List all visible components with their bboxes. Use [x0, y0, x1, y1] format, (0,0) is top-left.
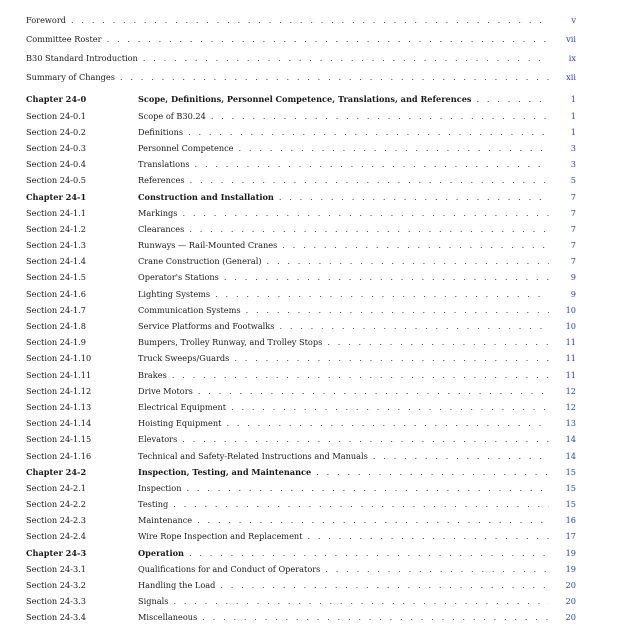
- toc-entry-foreword[interactable]: [26, 15, 576, 31]
- section-number: Section 24-2.4: [26, 531, 86, 542]
- table-of-contents: [26, 15, 576, 629]
- toc-chapter-row[interactable]: [26, 548, 576, 564]
- dot-leader: [239, 143, 549, 153]
- section-title: Brakes: [138, 369, 167, 380]
- dot-leader: [224, 272, 549, 282]
- section-title: Clearances: [138, 223, 185, 234]
- section-number: Section 24-3.2: [26, 580, 86, 591]
- toc-page-link[interactable]: 9: [570, 272, 576, 283]
- toc-page-link[interactable]: 20: [565, 596, 576, 607]
- section-title: Definitions: [138, 126, 184, 137]
- toc-page-link[interactable]: 1: [570, 94, 576, 105]
- toc-section-row[interactable]: [26, 224, 576, 240]
- toc-section-row[interactable]: [26, 272, 576, 288]
- dot-leader: [327, 337, 549, 347]
- toc-page-link[interactable]: 19: [565, 547, 576, 558]
- toc-section-row[interactable]: [26, 499, 576, 515]
- toc-section-row[interactable]: [26, 434, 576, 450]
- toc-page-link[interactable]: 14: [565, 434, 576, 445]
- toc-page-link[interactable]: 7: [570, 240, 576, 251]
- toc-section-row[interactable]: [26, 451, 576, 467]
- dot-leader: [373, 451, 549, 461]
- toc-section-row[interactable]: [26, 386, 576, 402]
- section-number: Section 24-1.7: [26, 304, 86, 315]
- section-number: Section 24-1.6: [26, 288, 86, 299]
- toc-section-row[interactable]: [26, 143, 576, 159]
- dot-leader: [189, 548, 549, 558]
- toc-page-link[interactable]: 7: [570, 191, 576, 202]
- section-number: Section 24-2.2: [26, 499, 86, 510]
- dot-leader: [71, 15, 549, 25]
- chapter-title: Construction and Installation: [138, 191, 274, 202]
- dot-leader: [182, 208, 549, 218]
- toc-page-link[interactable]: 7: [570, 256, 576, 267]
- toc-section-row[interactable]: [26, 321, 576, 337]
- dot-leader: [477, 94, 549, 104]
- toc-section-row[interactable]: [26, 370, 576, 386]
- section-title: Scope of B30.24: [138, 110, 206, 121]
- chapter-title: Operation: [138, 547, 184, 558]
- toc-section-row[interactable]: [26, 418, 576, 434]
- dot-leader: [202, 612, 549, 622]
- dot-leader: [187, 483, 550, 493]
- chapter-number: Chapter 24-0: [26, 94, 87, 105]
- toc-page-link[interactable]: 11: [565, 353, 576, 364]
- dot-leader: [282, 240, 549, 250]
- dot-leader: [182, 434, 549, 444]
- toc-section-row[interactable]: [26, 580, 576, 596]
- section-title: Hoisting Equipment: [138, 418, 222, 429]
- toc-entry-b30-introduction[interactable]: [26, 53, 576, 69]
- toc-page-link[interactable]: 3: [570, 142, 576, 153]
- section-number: Section 24-1.11: [26, 369, 92, 380]
- section-number: Section 24-1.9: [26, 337, 86, 348]
- dot-leader: [316, 467, 549, 477]
- toc-section-row[interactable]: [26, 337, 576, 353]
- toc-page-link[interactable]: 16: [565, 515, 576, 526]
- section-number: Section 24-1.5: [26, 272, 86, 283]
- toc-page-link[interactable]: 20: [565, 580, 576, 591]
- toc-section-row[interactable]: [26, 289, 576, 305]
- dot-leader: [325, 564, 549, 574]
- section-number: Section 24-0.3: [26, 142, 86, 153]
- dot-leader: [189, 224, 549, 234]
- section-number: Section 24-1.3: [26, 240, 86, 251]
- dot-leader: [220, 580, 549, 590]
- chapter-title: Scope, Definitions, Personnel Competence, Translations, and References: [138, 94, 472, 105]
- dot-leader: [267, 256, 549, 266]
- toc-page-link[interactable]: 12: [565, 401, 576, 412]
- toc-page-link[interactable]: 7: [570, 207, 576, 218]
- toc-entry-title: Foreword: [26, 15, 67, 25]
- toc-entries: [26, 94, 576, 628]
- dot-leader: [246, 305, 549, 315]
- toc-section-row[interactable]: [26, 305, 576, 321]
- toc-section-row[interactable]: [26, 531, 576, 547]
- toc-section-row[interactable]: [26, 612, 576, 628]
- toc-section-row[interactable]: [26, 353, 576, 369]
- toc-page-link[interactable]: 20: [565, 612, 576, 623]
- section-title: Communication Systems: [138, 304, 241, 315]
- dot-leader: [279, 321, 549, 331]
- toc-page-link[interactable]: 5: [570, 175, 576, 186]
- toc-page-link[interactable]: 13: [565, 418, 576, 429]
- section-number: Section 24-1.15: [26, 434, 92, 445]
- section-number: Section 24-1.2: [26, 223, 86, 234]
- toc-page-link[interactable]: 11: [565, 337, 576, 348]
- section-title: Personnel Competence: [138, 142, 234, 153]
- toc-page-link[interactable]: 11: [565, 369, 576, 380]
- section-title: Service Platforms and Footwalks: [138, 321, 275, 332]
- chapter-number: Chapter 24-2: [26, 466, 87, 477]
- section-title: Miscellaneous: [138, 612, 198, 623]
- toc-section-row[interactable]: [26, 127, 576, 143]
- dot-leader: [197, 515, 549, 525]
- section-title: Translations: [138, 159, 190, 170]
- section-number: Section 24-3.4: [26, 612, 86, 623]
- section-title: Runways — Rail-Mounted Cranes: [138, 240, 278, 251]
- toc-page-link[interactable]: 9: [570, 288, 576, 299]
- dot-leader: [107, 34, 549, 44]
- section-title: Technical and Safety-Related Instructions and Manuals: [138, 450, 368, 461]
- dot-leader: [173, 499, 549, 509]
- toc-page-link[interactable]: 10: [565, 304, 576, 315]
- toc-page-link[interactable]: v: [571, 15, 576, 25]
- toc-section-row[interactable]: [26, 515, 576, 531]
- dot-leader: [172, 370, 549, 380]
- toc-page-link[interactable]: ix: [568, 53, 576, 64]
- section-title: Lighting Systems: [138, 288, 211, 299]
- dot-leader: [195, 159, 549, 169]
- toc-page-link[interactable]: 15: [565, 466, 576, 477]
- section-title: Wire Rope Inspection and Replacement: [138, 531, 303, 542]
- toc-page-link[interactable]: 10: [565, 321, 576, 332]
- section-title: Operator's Stations: [138, 272, 219, 283]
- section-title: References: [138, 175, 185, 186]
- toc-section-row[interactable]: [26, 175, 576, 191]
- section-title: Truck Sweeps/Guards: [138, 353, 230, 364]
- toc-chapter-row[interactable]: [26, 94, 576, 110]
- section-number: Section 24-0.2: [26, 126, 86, 137]
- toc-section-row[interactable]: [26, 483, 576, 499]
- section-number: Section 24-3.3: [26, 596, 86, 607]
- toc-page-link[interactable]: 17: [565, 531, 576, 542]
- section-title: Maintenance: [138, 515, 193, 526]
- dot-leader: [173, 596, 549, 606]
- section-title: Drive Motors: [138, 385, 193, 396]
- section-title: Qualifications for and Conduct of Operators: [138, 563, 321, 574]
- dot-leader: [307, 531, 549, 541]
- toc-section-row[interactable]: [26, 208, 576, 224]
- dot-leader: [190, 175, 549, 185]
- toc-page-link[interactable]: 15: [565, 499, 576, 510]
- toc-section-row[interactable]: [26, 159, 576, 175]
- dot-leader: [143, 53, 549, 63]
- toc-page-link[interactable]: 3: [570, 159, 576, 170]
- section-number: Section 24-1.8: [26, 321, 86, 332]
- toc-section-row[interactable]: [26, 240, 576, 256]
- toc-page-link[interactable]: 12: [565, 385, 576, 396]
- section-title: Electrical Equipment: [138, 401, 227, 412]
- section-title: Elevators: [138, 434, 178, 445]
- toc-page-link[interactable]: 1: [570, 126, 576, 137]
- toc-entry-summary-of-changes[interactable]: [26, 72, 576, 88]
- toc-entry-committee-roster[interactable]: [26, 34, 576, 50]
- toc-section-row[interactable]: [26, 564, 576, 580]
- section-number: Section 24-2.1: [26, 482, 86, 493]
- dot-leader: [226, 418, 549, 428]
- section-number: Section 24-1.10: [26, 353, 92, 364]
- section-number: Section 24-3.1: [26, 563, 86, 574]
- section-number: Section 24-1.1: [26, 207, 86, 218]
- section-number: Section 24-1.4: [26, 256, 86, 267]
- toc-page-link[interactable]: 19: [565, 563, 576, 574]
- toc-section-row[interactable]: [26, 256, 576, 272]
- toc-page-link[interactable]: xii: [566, 72, 576, 83]
- dot-leader: [120, 72, 549, 82]
- section-number: Section 24-2.3: [26, 515, 86, 526]
- section-title: Markings: [138, 207, 178, 218]
- dot-leader: [279, 192, 549, 202]
- section-number: Section 24-1.12: [26, 385, 92, 396]
- section-number: Section 24-1.14: [26, 418, 92, 429]
- toc-section-row[interactable]: [26, 111, 576, 127]
- dot-leader: [215, 289, 549, 299]
- dot-leader: [198, 386, 549, 396]
- toc-page-link[interactable]: 14: [565, 450, 576, 461]
- chapter-title: Inspection, Testing, and Maintenance: [138, 466, 312, 477]
- toc-page-link[interactable]: 7: [570, 223, 576, 234]
- chapter-number: Chapter 24-1: [26, 191, 87, 202]
- toc-chapter-row[interactable]: [26, 192, 576, 208]
- toc-section-row[interactable]: [26, 596, 576, 612]
- dot-leader: [231, 402, 549, 412]
- section-number: Section 24-0.4: [26, 159, 86, 170]
- section-number: Section 24-0.5: [26, 175, 86, 186]
- section-title: Testing: [138, 499, 169, 510]
- toc-page-link[interactable]: vii: [566, 34, 576, 45]
- dot-leader: [188, 127, 549, 137]
- dot-leader: [211, 111, 549, 121]
- toc-page-link[interactable]: 15: [565, 482, 576, 493]
- toc-entry-title: B30 Standard Introduction: [26, 53, 138, 64]
- section-title: Bumpers, Trolley Runway, and Trolley Stops: [138, 337, 323, 348]
- section-title: Inspection: [138, 482, 182, 493]
- section-number: Section 24-0.1: [26, 110, 86, 121]
- section-title: Handling the Load: [138, 580, 216, 591]
- section-title: Crane Construction (General): [138, 256, 262, 267]
- dot-leader: [234, 353, 549, 363]
- toc-entry-title: Summary of Changes: [26, 72, 115, 83]
- chapter-number: Chapter 24-3: [26, 547, 87, 558]
- section-title: Signals: [138, 596, 169, 607]
- toc-chapter-row[interactable]: [26, 467, 576, 483]
- toc-section-row[interactable]: [26, 402, 576, 418]
- toc-entry-title: Committee Roster: [26, 34, 102, 45]
- toc-page-link[interactable]: 1: [570, 110, 576, 121]
- section-number: Section 24-1.16: [26, 450, 92, 461]
- section-number: Section 24-1.13: [26, 401, 92, 412]
